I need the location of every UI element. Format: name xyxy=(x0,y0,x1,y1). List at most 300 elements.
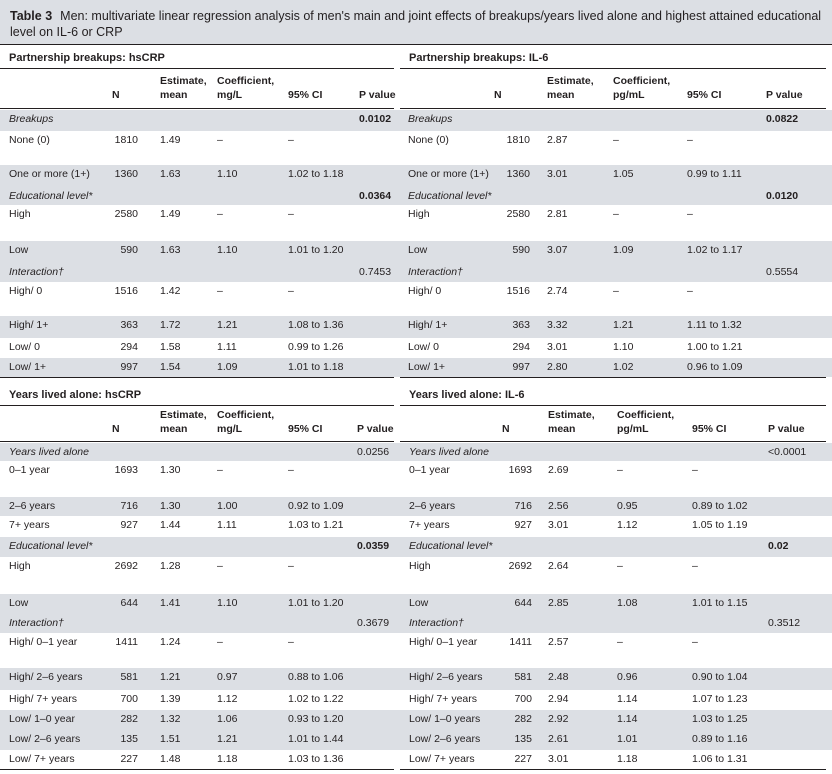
table-row xyxy=(0,187,400,205)
panel-bottom-rule xyxy=(0,769,394,770)
cell-p-value: 0.0256 xyxy=(357,446,390,458)
cell-coefficient: 1.05 xyxy=(613,168,634,180)
cell-p-value: 0.5554 xyxy=(766,266,799,278)
row-label: 2–6 years xyxy=(9,500,56,512)
cell-ci: 1.07 to 1.23 xyxy=(692,693,748,705)
cell-n: 1810 xyxy=(506,134,530,146)
row-label: Low/ 7+ years xyxy=(9,753,75,765)
table-row xyxy=(400,316,832,338)
table-row xyxy=(0,358,400,377)
cell-estimate: 2.61 xyxy=(548,733,569,745)
table-row xyxy=(400,730,832,750)
header-estimate-unit: mean xyxy=(548,423,576,435)
column-header-row xyxy=(400,74,832,104)
cell-coefficient: 1.18 xyxy=(617,753,638,765)
cell-estimate: 1.63 xyxy=(160,168,181,180)
cell-n: 135 xyxy=(514,733,532,745)
cell-n: 1693 xyxy=(114,464,138,476)
cell-coefficient: 1.06 xyxy=(217,713,238,725)
cell-coefficient: – xyxy=(617,636,623,648)
header-p-value: P value xyxy=(357,423,394,435)
table-row xyxy=(0,131,400,165)
row-label: Interaction† xyxy=(9,266,64,278)
cell-coefficient: – xyxy=(217,134,223,146)
header-p-value: P value xyxy=(359,89,396,101)
column-header-row xyxy=(400,408,832,438)
row-label: High/ 1+ xyxy=(9,319,49,331)
table-row xyxy=(400,633,832,668)
cell-coefficient: 1.21 xyxy=(613,319,634,331)
header-n: N xyxy=(112,423,120,435)
cell-estimate: 1.49 xyxy=(160,208,181,220)
header-coefficient: Coefficient, xyxy=(613,75,671,87)
table-row xyxy=(0,338,400,358)
cell-ci: 1.01 to 1.44 xyxy=(288,733,344,745)
table-label: Table 3 xyxy=(10,9,53,23)
cell-estimate: 2.94 xyxy=(548,693,569,705)
header-p-value: P value xyxy=(766,89,803,101)
cell-estimate: 1.28 xyxy=(160,560,181,572)
row-label: 7+ years xyxy=(409,519,450,531)
panel-title-rule xyxy=(0,68,394,69)
cell-coefficient: 1.14 xyxy=(617,713,638,725)
cell-n: 2692 xyxy=(114,560,138,572)
cell-n: 581 xyxy=(120,671,138,683)
cell-ci: 0.99 to 1.11 xyxy=(687,168,742,180)
cell-coefficient: 1.18 xyxy=(217,753,238,765)
table-row xyxy=(400,282,832,316)
cell-estimate: 1.63 xyxy=(160,244,181,256)
cell-p-value: 0.0102 xyxy=(359,113,392,125)
header-n: N xyxy=(494,89,502,101)
table-row xyxy=(0,263,400,282)
row-label: None (0) xyxy=(408,134,449,146)
row-label: Low/ 2–6 years xyxy=(9,733,81,745)
row-label: None (0) xyxy=(9,134,50,146)
header-estimate: Estimate, xyxy=(160,75,207,87)
cell-coefficient: – xyxy=(217,560,223,572)
row-label: Years lived alone xyxy=(9,446,89,458)
table-row xyxy=(400,557,832,594)
cell-ci: 1.01 to 1.20 xyxy=(288,597,344,609)
cell-p-value: <0.0001 xyxy=(768,446,807,458)
cell-ci: 0.88 to 1.06 xyxy=(288,671,344,683)
cell-ci: – xyxy=(288,464,294,476)
row-label: High/ 7+ years xyxy=(409,693,477,705)
row-label: High/ 7+ years xyxy=(9,693,77,705)
cell-n: 294 xyxy=(512,341,530,353)
cell-coefficient: – xyxy=(613,134,619,146)
cell-n: 716 xyxy=(120,500,138,512)
cell-ci: – xyxy=(687,285,693,297)
row-label: Interaction† xyxy=(408,266,463,278)
cell-n: 135 xyxy=(120,733,138,745)
table-row xyxy=(0,633,400,668)
cell-estimate: 2.56 xyxy=(548,500,569,512)
panel-title: Years lived alone: hsCRP xyxy=(9,389,142,401)
cell-n: 363 xyxy=(120,319,138,331)
cell-coefficient: 0.95 xyxy=(617,500,638,512)
row-label: Years lived alone xyxy=(409,446,489,458)
table-row xyxy=(0,110,400,131)
cell-coefficient: 1.11 xyxy=(217,341,237,353)
cell-estimate: 1.48 xyxy=(160,753,181,765)
table-row xyxy=(400,710,832,730)
header-n: N xyxy=(502,423,510,435)
cell-estimate: 1.39 xyxy=(160,693,181,705)
table-row xyxy=(400,131,832,165)
cell-coefficient: – xyxy=(217,636,223,648)
cell-ci: 1.03 to 1.25 xyxy=(692,713,748,725)
table-row xyxy=(0,730,400,750)
cell-ci: 0.89 to 1.16 xyxy=(692,733,748,745)
cell-n: 927 xyxy=(120,519,138,531)
cell-estimate: 1.42 xyxy=(160,285,181,297)
cell-estimate: 1.30 xyxy=(160,500,181,512)
row-label: Interaction† xyxy=(9,617,64,629)
row-label: High/ 0–1 year xyxy=(409,636,478,648)
panel-title: Partnership breakups: hsCRP xyxy=(9,52,165,64)
cell-estimate: 2.85 xyxy=(548,597,569,609)
cell-ci: 0.90 to 1.04 xyxy=(692,671,748,683)
cell-n: 590 xyxy=(512,244,530,256)
header-estimate-unit: mean xyxy=(160,423,188,435)
cell-estimate: 3.32 xyxy=(547,319,568,331)
cell-n: 644 xyxy=(120,597,138,609)
cell-ci: – xyxy=(288,285,294,297)
table-row xyxy=(400,690,832,710)
table-panel xyxy=(400,46,832,377)
cell-coefficient: – xyxy=(217,464,223,476)
row-label: High/ 0 xyxy=(408,285,442,297)
row-label: Low xyxy=(408,244,428,256)
table-row xyxy=(0,205,400,241)
cell-estimate: 2.57 xyxy=(548,636,569,648)
header-coefficient: Coefficient, xyxy=(217,75,275,87)
cell-p-value: 0.7453 xyxy=(359,266,392,278)
header-estimate: Estimate, xyxy=(548,409,595,421)
cell-ci: 1.08 to 1.36 xyxy=(288,319,344,331)
table-row xyxy=(400,187,832,205)
cell-p-value: 0.02 xyxy=(768,540,789,552)
cell-estimate: 1.41 xyxy=(160,597,181,609)
cell-n: 282 xyxy=(120,713,138,725)
cell-estimate: 1.72 xyxy=(160,319,181,331)
panel-bottom-rule xyxy=(400,769,826,770)
row-label: Low/ 1+ xyxy=(9,361,47,373)
header-estimate: Estimate, xyxy=(547,75,594,87)
cell-ci: – xyxy=(288,134,294,146)
table-row xyxy=(400,241,832,263)
cell-estimate: 1.49 xyxy=(160,134,181,146)
header-coefficient: Coefficient, xyxy=(617,409,675,421)
row-label: High xyxy=(9,560,31,572)
row-label: Low xyxy=(9,597,29,609)
cell-coefficient: 0.96 xyxy=(617,671,638,683)
header-coefficient-unit: mg/L xyxy=(217,89,243,101)
cell-estimate: 1.54 xyxy=(160,361,181,373)
cell-n: 282 xyxy=(514,713,532,725)
row-label: Educational level* xyxy=(9,190,93,202)
cell-coefficient: 1.10 xyxy=(217,244,238,256)
cell-estimate: 1.24 xyxy=(160,636,181,648)
table-row xyxy=(400,537,832,557)
cell-n: 644 xyxy=(514,597,532,609)
row-label: High/ 2–6 years xyxy=(409,671,483,683)
row-label: High/ 1+ xyxy=(408,319,448,331)
cell-coefficient: 1.02 xyxy=(613,361,634,373)
table-row xyxy=(0,316,400,338)
cell-n: 1411 xyxy=(115,636,138,648)
cell-n: 700 xyxy=(120,693,138,705)
cell-n: 1360 xyxy=(506,168,530,180)
table-row xyxy=(400,516,832,537)
row-label: High xyxy=(408,208,430,220)
table-row xyxy=(0,750,400,769)
row-label: 0–1 year xyxy=(409,464,450,476)
cell-ci: 1.02 to 1.17 xyxy=(687,244,743,256)
table-panel xyxy=(0,383,400,769)
cell-estimate: 1.51 xyxy=(160,733,181,745)
cell-ci: – xyxy=(692,636,698,648)
cell-ci: – xyxy=(692,464,698,476)
header-coefficient-unit: pg/mL xyxy=(613,89,645,101)
table-row xyxy=(0,516,400,537)
table-caption-text: Men: multivariate linear regression analysis of men's main and joint effects of breakups/years lived alone and highest attained educational level on IL-6 or CRP xyxy=(10,9,822,39)
cell-n: 2692 xyxy=(508,560,532,572)
table-row xyxy=(400,594,832,614)
panel-title-rule xyxy=(0,405,394,406)
header-ci: 95% CI xyxy=(687,89,722,101)
cell-estimate: 3.01 xyxy=(547,341,568,353)
header-rule xyxy=(0,108,394,109)
cell-n: 1360 xyxy=(114,168,138,180)
cell-n: 590 xyxy=(120,244,138,256)
panel-title-rule xyxy=(400,68,826,69)
table-row xyxy=(0,165,400,187)
cell-ci: – xyxy=(687,208,693,220)
header-estimate-unit: mean xyxy=(547,89,575,101)
cell-coefficient: 1.08 xyxy=(617,597,638,609)
panel-bottom-rule xyxy=(400,377,826,378)
table-row xyxy=(400,497,832,516)
row-label: Low xyxy=(409,597,429,609)
cell-n: 294 xyxy=(120,341,138,353)
cell-estimate: 3.01 xyxy=(547,168,568,180)
cell-ci: 1.06 to 1.31 xyxy=(692,753,748,765)
cell-p-value: 0.3679 xyxy=(357,617,390,629)
cell-ci: 0.92 to 1.09 xyxy=(288,500,344,512)
cell-coefficient: – xyxy=(613,285,619,297)
cell-ci: – xyxy=(692,560,698,572)
header-rule xyxy=(400,441,826,442)
column-header-row xyxy=(0,74,400,104)
row-label: Educational level* xyxy=(9,540,93,552)
header-estimate-unit: mean xyxy=(160,89,188,101)
table-row xyxy=(0,241,400,263)
cell-ci: 0.99 to 1.26 xyxy=(288,341,344,353)
cell-ci: 1.02 to 1.18 xyxy=(288,168,344,180)
cell-coefficient: 1.21 xyxy=(217,319,238,331)
table-row xyxy=(0,282,400,316)
cell-estimate: 1.21 xyxy=(160,671,181,683)
row-label: 0–1 year xyxy=(9,464,50,476)
cell-ci: – xyxy=(687,134,693,146)
row-label: High xyxy=(9,208,31,220)
cell-estimate: 2.74 xyxy=(547,285,568,297)
cell-n: 581 xyxy=(514,671,532,683)
cell-estimate: 1.30 xyxy=(160,464,181,476)
cell-coefficient: 1.10 xyxy=(613,341,634,353)
table-row xyxy=(0,710,400,730)
panel-title: Years lived alone: IL-6 xyxy=(409,389,525,401)
cell-ci: 1.02 to 1.22 xyxy=(288,693,344,705)
cell-p-value: 0.0822 xyxy=(766,113,799,125)
column-header-row xyxy=(0,408,400,438)
cell-n: 700 xyxy=(514,693,532,705)
cell-estimate: 3.07 xyxy=(547,244,568,256)
cell-estimate: 2.80 xyxy=(547,361,568,373)
row-label: 2–6 years xyxy=(409,500,456,512)
row-label: Interaction† xyxy=(409,617,464,629)
table-caption xyxy=(0,0,832,44)
cell-estimate: 2.92 xyxy=(548,713,569,725)
row-label: High/ 0–1 year xyxy=(9,636,78,648)
cell-n: 1516 xyxy=(114,285,138,297)
header-coefficient-unit: mg/L xyxy=(217,423,243,435)
cell-ci: – xyxy=(288,636,294,648)
table-row xyxy=(0,668,400,690)
cell-coefficient: – xyxy=(613,208,619,220)
cell-ci: 0.96 to 1.09 xyxy=(687,361,743,373)
table-panel xyxy=(400,383,832,769)
cell-coefficient: 1.10 xyxy=(217,168,238,180)
header-coefficient-unit: pg/mL xyxy=(617,423,649,435)
caption-rule xyxy=(0,44,832,45)
cell-ci: 1.05 to 1.19 xyxy=(692,519,748,531)
row-label: Breakups xyxy=(9,113,54,125)
cell-ci: 0.93 to 1.20 xyxy=(288,713,344,725)
cell-coefficient: 1.09 xyxy=(217,361,238,373)
cell-coefficient: – xyxy=(217,285,223,297)
cell-coefficient: – xyxy=(617,560,623,572)
cell-estimate: 2.48 xyxy=(548,671,569,683)
row-label: 7+ years xyxy=(9,519,50,531)
cell-ci: – xyxy=(288,560,294,572)
table-row xyxy=(400,443,832,461)
cell-n: 2580 xyxy=(114,208,138,220)
row-label: Educational level* xyxy=(409,540,493,552)
table-row xyxy=(400,110,832,131)
cell-ci: 1.01 to 1.15 xyxy=(692,597,748,609)
cell-estimate: 1.44 xyxy=(160,519,181,531)
cell-ci: 1.00 to 1.21 xyxy=(687,341,743,353)
row-label: Educational level* xyxy=(408,190,492,202)
table-row xyxy=(400,668,832,690)
cell-p-value: 0.3512 xyxy=(768,617,801,629)
header-rule xyxy=(0,441,394,442)
cell-p-value: 0.0359 xyxy=(357,540,390,552)
cell-p-value: 0.0364 xyxy=(359,190,392,202)
table-row xyxy=(0,594,400,614)
table-row xyxy=(0,614,400,633)
cell-coefficient: 0.97 xyxy=(217,671,238,683)
table-row xyxy=(0,690,400,710)
table-row xyxy=(0,443,400,461)
table-row xyxy=(0,461,400,497)
row-label: One or more (1+) xyxy=(9,168,90,180)
row-label: One or more (1+) xyxy=(408,168,489,180)
cell-p-value: 0.0120 xyxy=(766,190,799,202)
header-ci: 95% CI xyxy=(288,89,323,101)
cell-coefficient: 1.00 xyxy=(217,500,238,512)
header-p-value: P value xyxy=(768,423,805,435)
row-label: Low/ 0 xyxy=(9,341,40,353)
table-row xyxy=(0,557,400,594)
cell-coefficient: 1.09 xyxy=(613,244,634,256)
cell-ci: 1.03 to 1.21 xyxy=(288,519,344,531)
cell-n: 716 xyxy=(514,500,532,512)
header-estimate: Estimate, xyxy=(160,409,207,421)
cell-n: 227 xyxy=(120,753,138,765)
cell-coefficient: 1.01 xyxy=(617,733,638,745)
cell-estimate: 3.01 xyxy=(548,519,569,531)
row-label: High/ 2–6 years xyxy=(9,671,83,683)
panel-bottom-rule xyxy=(0,377,394,378)
cell-ci: 1.03 to 1.36 xyxy=(288,753,344,765)
cell-ci: 1.11 to 1.32 xyxy=(687,319,742,331)
cell-coefficient: 1.12 xyxy=(617,519,638,531)
cell-coefficient: – xyxy=(217,208,223,220)
cell-estimate: 2.69 xyxy=(548,464,569,476)
cell-coefficient: 1.12 xyxy=(217,693,238,705)
cell-coefficient: 1.11 xyxy=(217,519,237,531)
table-row xyxy=(400,263,832,282)
header-n: N xyxy=(112,89,120,101)
cell-ci: 0.89 to 1.02 xyxy=(692,500,748,512)
table-row xyxy=(0,537,400,557)
cell-n: 997 xyxy=(120,361,138,373)
row-label: High xyxy=(409,560,431,572)
cell-coefficient: 1.21 xyxy=(217,733,238,745)
header-rule xyxy=(400,108,826,109)
header-ci: 95% CI xyxy=(288,423,323,435)
cell-estimate: 1.58 xyxy=(160,341,181,353)
cell-n: 1411 xyxy=(509,636,532,648)
table-row xyxy=(400,750,832,769)
row-label: Breakups xyxy=(408,113,453,125)
table-row xyxy=(400,338,832,358)
row-label: Low/ 2–6 years xyxy=(409,733,481,745)
row-label: Low/ 1–0 year xyxy=(9,713,75,725)
table-row xyxy=(400,358,832,377)
cell-estimate: 2.64 xyxy=(548,560,569,572)
cell-ci: – xyxy=(288,208,294,220)
cell-coefficient: – xyxy=(617,464,623,476)
table-row xyxy=(400,614,832,633)
row-label: Low/ 1+ xyxy=(408,361,446,373)
header-coefficient: Coefficient, xyxy=(217,409,275,421)
row-label: Low/ 0 xyxy=(408,341,439,353)
cell-n: 927 xyxy=(514,519,532,531)
panel-title: Partnership breakups: IL-6 xyxy=(409,52,549,64)
cell-n: 1810 xyxy=(114,134,138,146)
table-row xyxy=(0,497,400,516)
table-row xyxy=(400,461,832,497)
row-label: Low xyxy=(9,244,29,256)
table-row xyxy=(400,165,832,187)
cell-n: 363 xyxy=(512,319,530,331)
